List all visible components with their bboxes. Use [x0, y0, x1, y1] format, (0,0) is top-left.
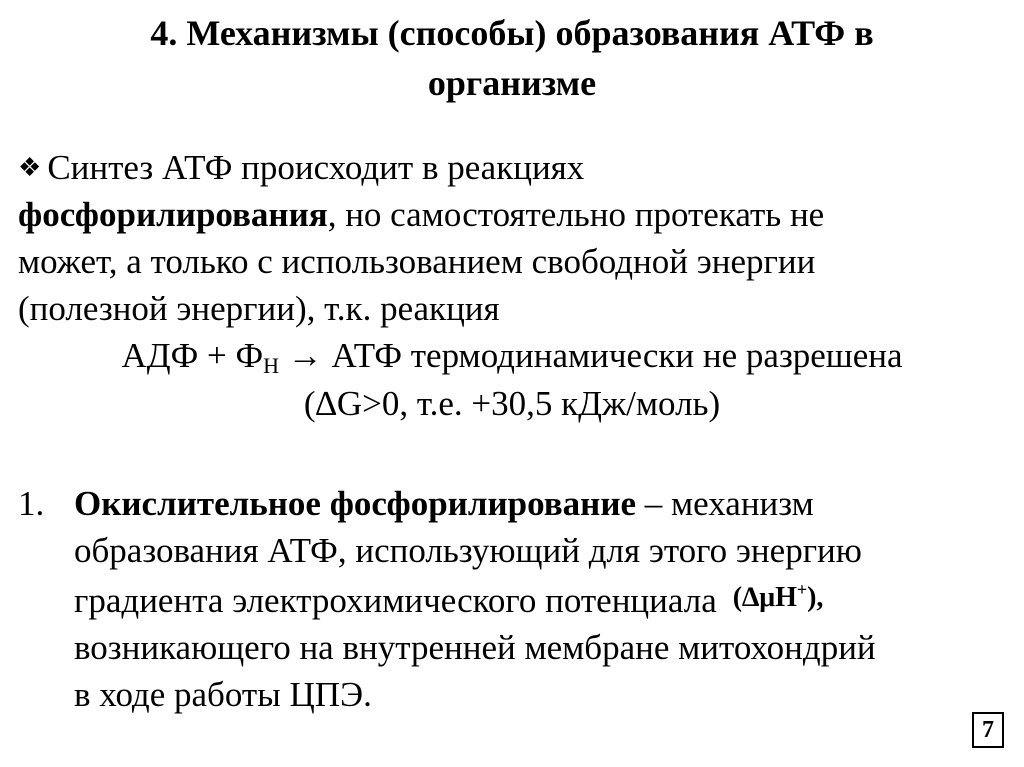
slide-title-line-2: организме — [427, 63, 597, 103]
delta-mu-close: ), — [807, 582, 824, 613]
delta-mu-h-symbol — [733, 574, 824, 621]
reaction-equation — [0, 332, 1024, 379]
equation-left: АДФ + Ф — [121, 336, 264, 375]
slide-title — [40, 8, 984, 108]
page-number: 7 — [972, 712, 1004, 748]
bullet-line-4: (полезной энергии), т.к. реакция — [18, 289, 500, 328]
equation-subscript: Н — [263, 353, 280, 378]
item-number: 1. — [18, 484, 45, 523]
delta-mu-superscript: + — [796, 579, 808, 600]
item-line-3-text: градиента электрохимического потенциала — [74, 581, 717, 620]
item-body — [74, 480, 1008, 718]
bold-term-phosphorylation: фосфорилирования — [18, 195, 328, 234]
bullet-line-3: может, а только с использованием свободной энергии — [18, 242, 816, 281]
item-line-4: возникающего на внутренней мембране митохондрий — [74, 628, 876, 667]
item-line-5: в ходе работы ЦПЭ. — [74, 675, 372, 714]
bullet-paragraph — [18, 144, 998, 332]
item-line-3 — [74, 574, 1008, 624]
bullet-continuation: , но самостоятельно протекать не — [327, 195, 825, 234]
reaction-condition: (∆G>0, т.е. +30,5 кДж/моль) — [303, 384, 721, 423]
item-line-1-continuation: – механизм — [636, 484, 814, 523]
bullet-line-1 — [18, 144, 998, 191]
bullet-line-2 — [18, 191, 998, 238]
equation-right: → АТФ термодинамически не разрешена — [279, 336, 903, 375]
slide-title-line-1: 4. Механизмы (способы) образования АТФ в — [150, 13, 874, 53]
numbered-item-1 — [18, 480, 1008, 718]
diamond-bullet-icon: ❖ — [18, 153, 42, 182]
bullet-lead-text: Синтез АТФ происходит в реакциях — [47, 148, 585, 187]
item-line-2: образования АТФ, использующий для этого энергию — [74, 531, 862, 570]
bold-term-oxidative-phosphorylation: Окислительное фосфорилирование — [74, 484, 637, 523]
delta-mu-base: (∆μН — [732, 582, 797, 613]
item-line-1 — [74, 480, 1008, 527]
